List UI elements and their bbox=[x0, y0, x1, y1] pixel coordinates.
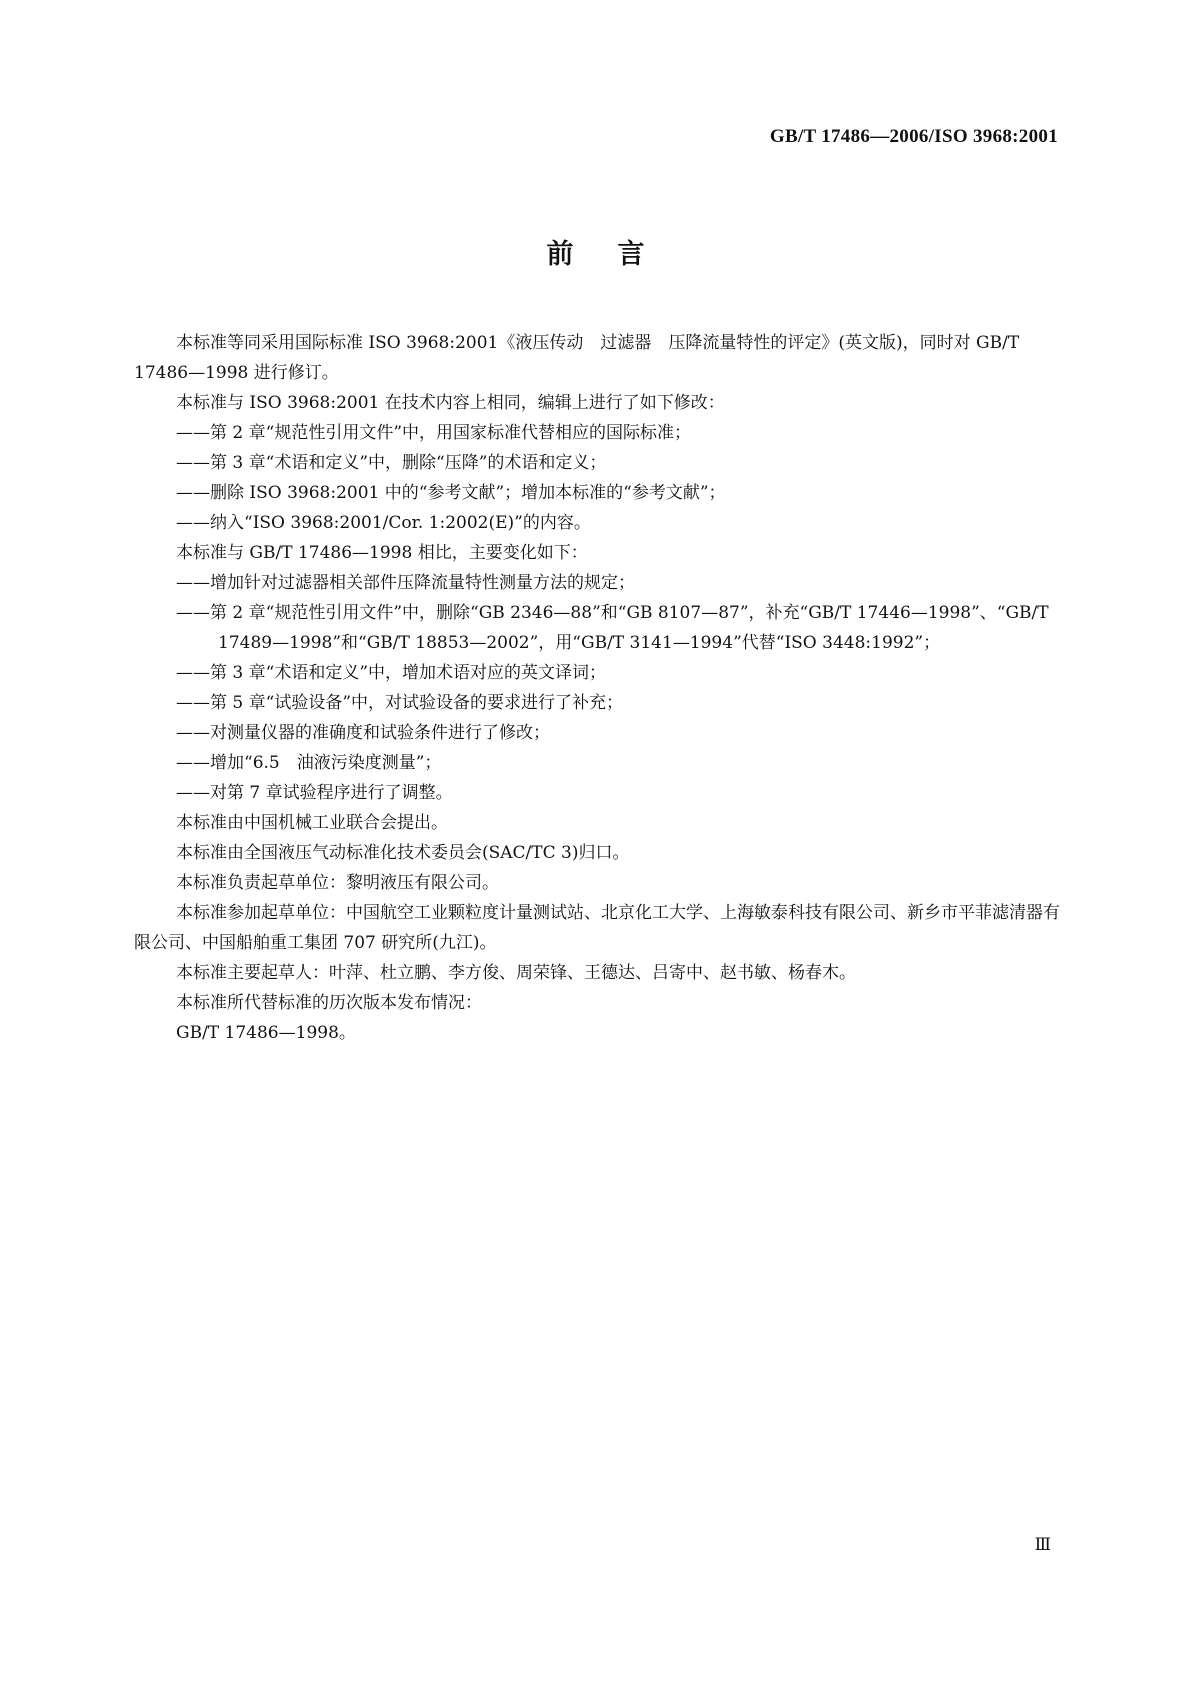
list-item-change: ——增加“6.5 油液污染度测量”； bbox=[176, 753, 442, 773]
paragraph-changes-intro: 本标准与 GB/T 17486—1998 相比，主要变化如下： bbox=[176, 543, 588, 563]
paragraph-history-item: GB/T 17486—1998。 bbox=[176, 1023, 356, 1043]
list-item-modification: ——第 3 章“术语和定义”中，删除“压降”的术语和定义； bbox=[176, 453, 607, 473]
paragraph-proposed-by: 本标准由中国机械工业联合会提出。 bbox=[176, 813, 448, 833]
list-item-change: ——第 2 章“规范性引用文件”中，删除“GB 2346—88”和“GB 8107—87”，补充“GB/T 17446—1998”、“GB/T 17489—1998”和“GB/T 18853—2002”，用“GB/T 3141—1994”代替“ISO 3448:1992”； bbox=[176, 603, 1049, 653]
paragraph-drafting-unit: 本标准负责起草单位：黎明液压有限公司。 bbox=[176, 873, 499, 893]
standard-code-header: GB/T 17486—2006/ISO 3968:2001 bbox=[769, 126, 1058, 147]
paragraph-managed-by: 本标准由全国液压气动标准化技术委员会(SAC/TC 3)归口。 bbox=[176, 843, 630, 863]
paragraph-participating-units: 本标准参加起草单位：中国航空工业颗粒度计量测试站、北京化工大学、上海敏泰科技有限公司、新乡市平菲滤清器有限公司、中国船舶重工集团 707 研究所(九江)。 bbox=[134, 903, 1060, 953]
page-number: Ⅲ bbox=[1034, 1535, 1051, 1554]
list-item-modification: ——第 2 章“规范性引用文件”中，用国家标准代替相应的国际标准； bbox=[176, 423, 692, 443]
paragraph-modifications-intro: 本标准与 ISO 3968:2001 在技术内容上相同，编辑上进行了如下修改： bbox=[176, 393, 725, 413]
paragraph-adoption: 本标准等同采用国际标准 ISO 3968:2001《液压传动 过滤器 压降流量特性的评定》(英文版)，同时对 GB/T 17486—1998 进行修订。 bbox=[134, 333, 1020, 383]
list-item-change: ——增加针对过滤器相关部件压降流量特性测量方法的规定； bbox=[176, 573, 635, 593]
list-item-change: ——第 3 章“术语和定义”中，增加术语对应的英文译词； bbox=[176, 663, 607, 683]
document-body bbox=[134, 328, 1062, 1048]
list-item-change: ——对测量仪器的准确度和试验条件进行了修改； bbox=[176, 723, 550, 743]
list-item-change: ——第 5 章“试验设备”中，对试验设备的要求进行了补充； bbox=[176, 693, 624, 713]
list-item-modification: ——删除 ISO 3968:2001 中的“参考文献”；增加本标准的“参考文献”； bbox=[176, 483, 726, 503]
list-item-modification: ——纳入“ISO 3968:2001/Cor. 1:2002(E)”的内容。 bbox=[176, 513, 591, 533]
list-item-change: ——对第 7 章试验程序进行了调整。 bbox=[176, 783, 453, 803]
paragraph-drafters: 本标准主要起草人：叶萍、杜立鹏、李方俊、周荣锋、王德达、吕寄中、赵书敏、杨春木。 bbox=[176, 963, 856, 983]
page-title: 前言 bbox=[546, 239, 689, 270]
paragraph-history-intro: 本标准所代替标准的历次版本发布情况： bbox=[176, 993, 482, 1013]
